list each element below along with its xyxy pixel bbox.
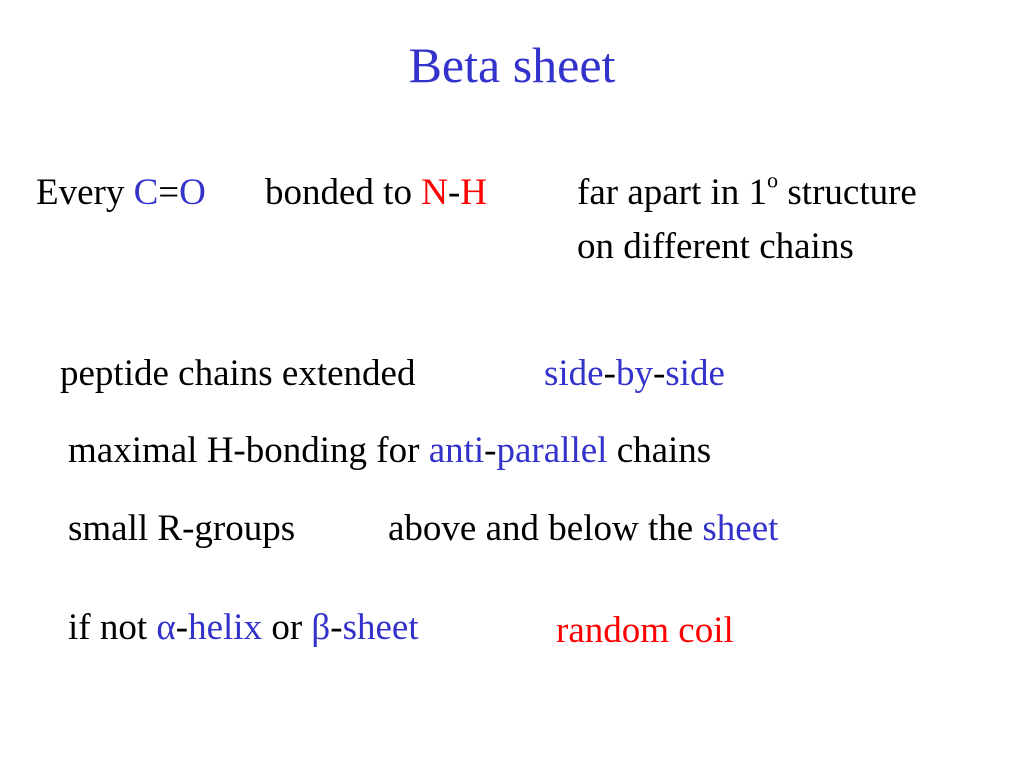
slide-title: Beta sheet: [408, 37, 616, 93]
sheet-text: sheet: [702, 508, 779, 549]
far-apart-phrase: [577, 167, 917, 213]
above-below-phrase: [388, 510, 778, 547]
or-text: or: [262, 607, 312, 648]
anti-text: anti: [428, 430, 485, 471]
hydrogen-label: H: [460, 172, 487, 213]
if-not-phrase: [68, 609, 419, 646]
chains-text: chains: [607, 430, 712, 471]
bonded-to-text: bonded to: [265, 172, 422, 213]
carbon-label: C: [133, 172, 159, 213]
nh-dash: -: [447, 172, 461, 213]
random-coil-text: random coil: [556, 610, 734, 651]
anti-parallel-dash: -: [484, 430, 497, 471]
beta-dash: -: [330, 607, 343, 648]
alpha-symbol: α: [156, 607, 176, 648]
side-text-2: side: [665, 353, 725, 394]
beta-symbol: β: [311, 607, 331, 648]
oxygen-label: O: [179, 172, 206, 213]
if-not-text: if not: [68, 607, 157, 648]
by-text: by: [615, 353, 653, 394]
dash-2: -: [652, 353, 666, 394]
side-by-side-phrase: [544, 355, 725, 392]
maximal-text: maximal H-bonding for: [68, 430, 429, 471]
far-apart-text: far apart in 1: [577, 172, 768, 213]
side-text-1: side: [544, 353, 604, 394]
maximal-h-bonding-phrase: [68, 432, 711, 469]
nitrogen-label: N: [421, 172, 448, 213]
every-text: Every: [36, 172, 134, 213]
above-below-text: above and below the: [388, 508, 703, 549]
alpha-dash: -: [175, 607, 189, 648]
different-chains-text: on different chains: [577, 226, 854, 267]
helix-text: helix: [188, 607, 263, 648]
primary-superscript: o: [767, 167, 779, 193]
small-r-groups-text: small R-groups: [68, 508, 296, 549]
bonded-to-phrase: [265, 174, 487, 211]
every-co-phrase: [36, 174, 206, 211]
dash-1: -: [603, 353, 616, 394]
peptide-chains-text: peptide chains extended: [60, 353, 416, 394]
beta-sheet-text: sheet: [342, 607, 419, 648]
double-bond-sign: =: [158, 172, 180, 213]
structure-text: structure: [778, 172, 917, 213]
parallel-text: parallel: [496, 430, 608, 471]
